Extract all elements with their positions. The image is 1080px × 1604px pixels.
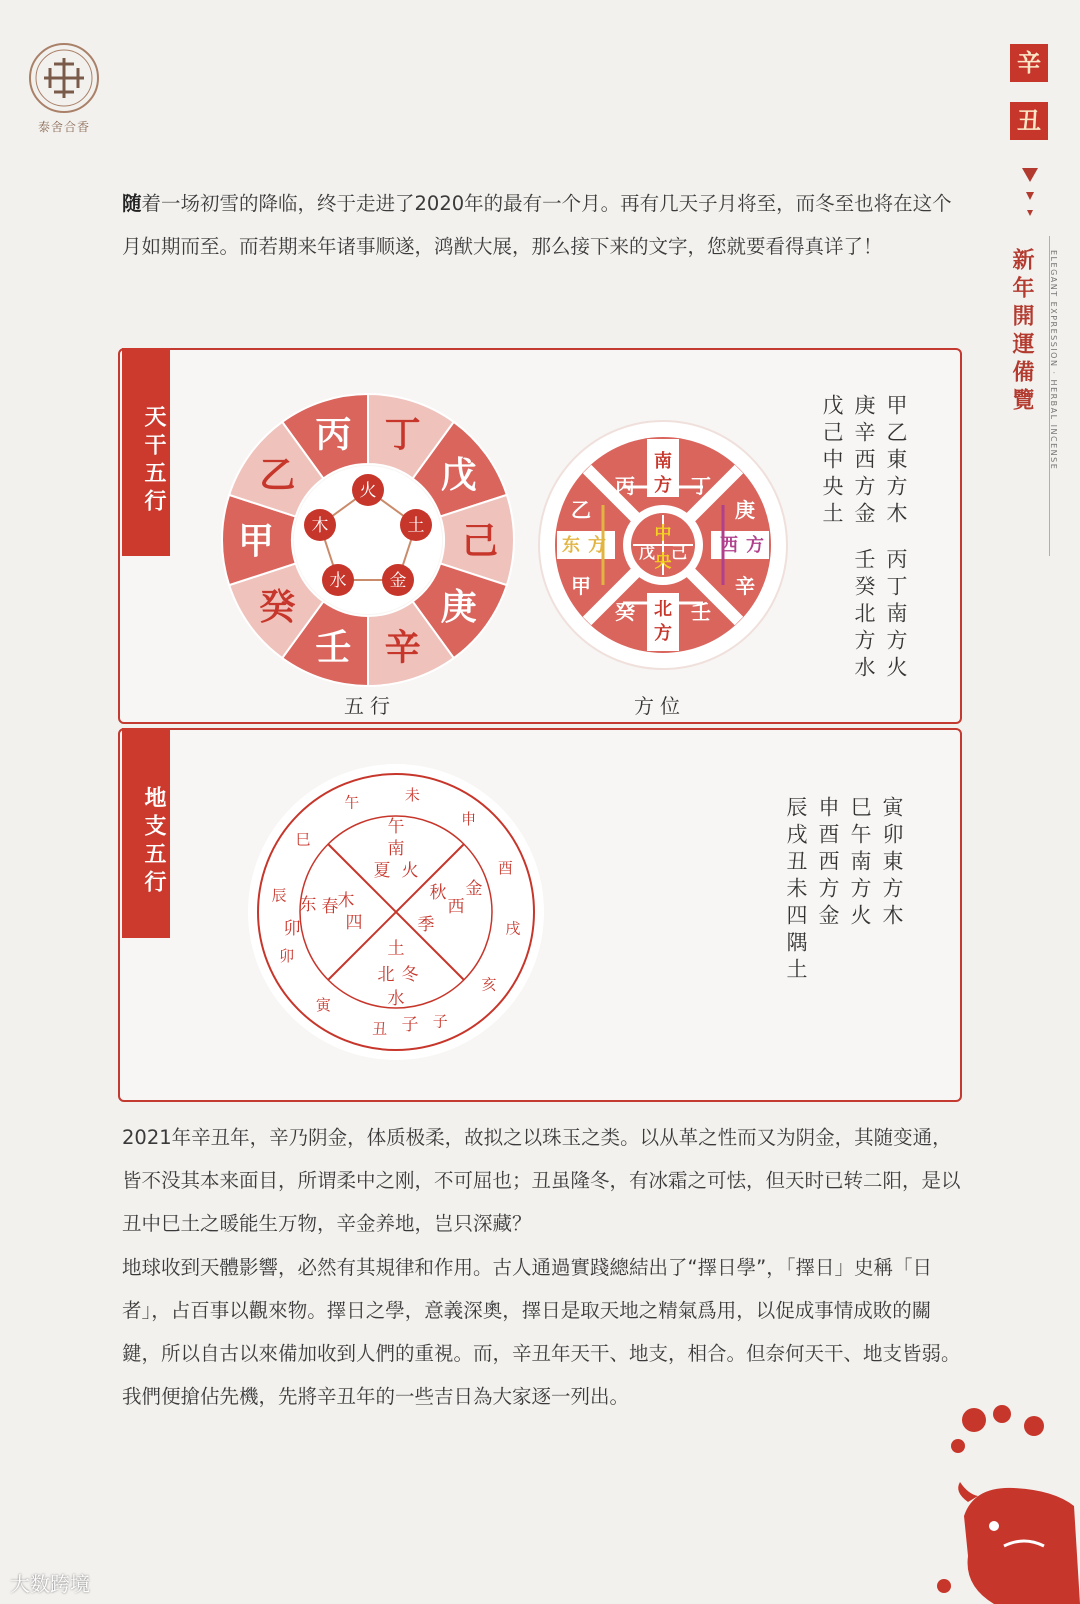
stem-label: 乙	[259, 455, 296, 497]
stem-label: 癸	[259, 586, 296, 628]
intro-paragraph	[122, 182, 962, 268]
quad-left-3: 木	[337, 891, 355, 911]
stem-label: 辛	[384, 627, 421, 669]
tiangan-col-3: 丙丁南方火	[884, 548, 908, 683]
center-ji: 己	[670, 543, 688, 562]
tiangan-col-5: 戊己中央土	[820, 394, 844, 529]
dizhi-col-3: 申酉西方金	[816, 796, 840, 931]
quad-left-1: 东	[299, 895, 317, 915]
element-label: 水	[329, 571, 347, 591]
center-zhong: 中	[654, 524, 672, 544]
stem-label: 戊	[440, 455, 477, 497]
west-label-1: 西	[720, 535, 738, 556]
branch-label: 戌	[505, 919, 521, 938]
stem-label: 丙	[315, 414, 352, 456]
quad-right-3: 金	[465, 879, 483, 899]
element-label: 木	[311, 516, 329, 536]
tiangan-col-4: 壬癸北方水	[852, 548, 876, 683]
quad-left-2: 春	[321, 897, 339, 917]
stem-gui: 癸	[615, 600, 635, 624]
branch-label: 申	[461, 810, 477, 829]
quad-left-4: 卯	[283, 919, 301, 939]
cross-right: 季	[417, 915, 435, 935]
branch-label: 午	[344, 793, 360, 812]
quad-bottom-2: 北	[377, 965, 395, 985]
stem-ding: 丁	[691, 474, 711, 498]
caption-fangwei: 方位	[634, 694, 686, 718]
center-yang: 央	[654, 552, 672, 572]
dizhi-wheel	[246, 762, 546, 1062]
sidebar-title: 新年開運備覽	[1009, 248, 1035, 416]
stem-geng: 庚	[735, 498, 755, 522]
brand-logo	[28, 42, 100, 114]
dizhi-tab: 地支五行	[122, 728, 170, 938]
branch-label: 卯	[279, 947, 295, 966]
stem-yi: 乙	[571, 498, 591, 522]
west-label-2: 方	[746, 535, 764, 556]
badge-chou: 丑	[1010, 102, 1048, 140]
cross-left: 四	[345, 913, 363, 933]
branch-label: 子	[432, 1012, 448, 1031]
south-label-2: 方	[654, 475, 672, 496]
branch-label: 未	[404, 786, 420, 805]
stem-label: 甲	[237, 521, 275, 562]
caption-wuxing: 五行	[344, 694, 396, 718]
north-label-2: 方	[654, 623, 672, 644]
quad-bottom-5: 子	[401, 1015, 419, 1035]
branch-label: 亥	[481, 975, 497, 994]
quad-bottom-3: 冬	[401, 965, 419, 985]
sidebar-subtitle: ELEGANT EXPRESSION · HERBAL INCENSE	[1049, 250, 1058, 471]
element-label: 火	[359, 481, 377, 501]
intro-text: 着一场初雪的降临，终于走进了2020年的最有一个月。再有几天子月将至，而冬至也将在这个月如期而至。而若期来年诸事顺遂，鸿猷大展，那么接下来的文字，您就要看得真详了！	[122, 192, 952, 258]
branch-label: 寅	[315, 995, 331, 1014]
tiangan-col-2: 庚辛西方金	[852, 394, 876, 529]
dizhi-col-2: 巳午南方火	[848, 796, 872, 931]
quad-right-1: 西	[447, 897, 465, 917]
east-label-1: 东	[562, 535, 580, 556]
quad-bottom-4: 水	[387, 989, 405, 1009]
quad-top-4: 午	[387, 817, 405, 837]
stem-jia: 甲	[571, 574, 591, 598]
wuxing-wheel	[220, 392, 516, 688]
north-label-1: 北	[654, 599, 672, 620]
stem-label: 壬	[315, 627, 352, 669]
stem-label: 己	[461, 521, 499, 562]
quad-top-3: 火	[401, 861, 419, 881]
quad-top-1: 南	[387, 839, 405, 859]
ox-papercut-icon	[934, 1396, 1080, 1604]
body-paragraph-1: 2021年辛丑年，辛乃阴金，体质极柔，故拟之以珠玉之类。以从革之性而又为阴金，其随变通，皆不没其本来面目，所谓柔中之刚，不可屈也；丑虽隆冬，有冰霜之可怯，但天时已转二阳，是以丑中巳土之暖能生万物，辛金养地，岂只深藏？	[122, 1126, 961, 1235]
intro-lead: 随	[122, 192, 142, 215]
quad-bottom-1: 土	[387, 939, 405, 959]
branch-label: 辰	[271, 886, 287, 905]
badge-xin: 辛	[1010, 44, 1048, 82]
branch-label: 酉	[497, 858, 513, 877]
dizhi-col-4: 辰戌丑未四隅土	[784, 796, 808, 985]
center-wu: 戊	[638, 543, 656, 562]
watermark: 大数跨境	[10, 1572, 90, 1596]
branch-label: 丑	[372, 1019, 388, 1038]
stem-ren: 壬	[691, 600, 711, 624]
east-label-2: 方	[588, 535, 606, 556]
down-arrows-icon	[1020, 166, 1040, 222]
body-paragraph-2: 地球收到天體影響，必然有其規律和作用。古人通過實踐總結出了“擇日學”，「擇日」史稱「日者」，占百事以觀來物。擇日之學，意義深奧，擇日是取天地之精氣爲用，以促成事情成敗的關鍵，所以自古以來備加收到人們的重視。而，辛丑年天干、地支，相合。但奈何天干、地支皆弱。我們便搶佔先機，先將辛丑年的一些吉日為大家逐一列出。	[122, 1256, 961, 1408]
stem-bing: 丙	[615, 474, 635, 498]
dizhi-col-1: 寅卯東方木	[880, 796, 904, 931]
south-label-1: 南	[654, 451, 672, 472]
element-label: 土	[407, 516, 425, 536]
stem-label: 庚	[440, 586, 477, 628]
quad-right-2: 秋	[429, 883, 447, 903]
tiangan-col-1: 甲乙東方木	[884, 394, 908, 529]
stem-xin: 辛	[735, 574, 755, 598]
fangwei-compass	[538, 420, 788, 670]
quad-top-2: 夏	[373, 861, 391, 881]
element-label: 金	[389, 571, 407, 591]
stem-label: 丁	[384, 414, 421, 456]
brand-name: 泰舍合香	[37, 120, 90, 134]
branch-label: 巳	[295, 830, 311, 849]
tiangan-tab: 天干五行	[122, 348, 170, 556]
